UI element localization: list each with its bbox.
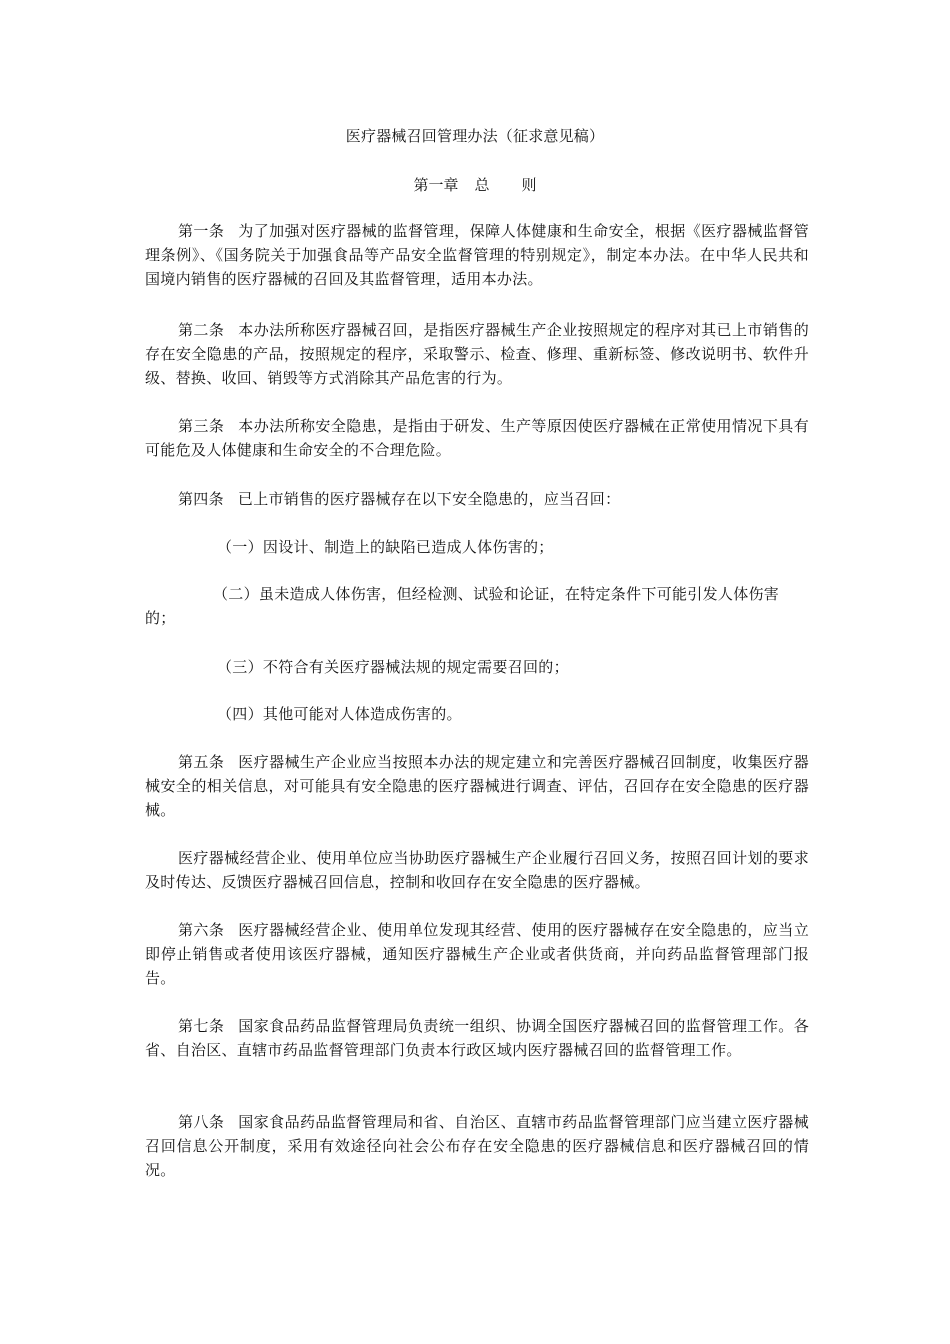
list-item: （四）其他可能对人体造成伤害的。 (217, 705, 462, 723)
chapter-heading (0, 173, 950, 197)
article-text: 为了加强对医疗器械的监督管理，保障人体健康和生命安全，根据《医疗器械监督管理条例》、《国务院关于加强食品等产品安全监督管理的特别规定》，制定本办法。在中华人民共和国境内销售的医疗器械的召回及其监督管理，适用本办法。 (145, 222, 810, 288)
article-text: 国家食品药品监督管理局负责统一组织、协调全国医疗器械召回的监督管理工作。各省、自治区、直辖市药品监督管理部门负责本行政区域内医疗器械召回的监督管理工作。 (145, 1017, 810, 1059)
article-paragraph (145, 750, 809, 822)
list-item: （三）不符合有关医疗器械法规的规定需要召回的； (217, 658, 569, 676)
article-number: 第六条 (178, 921, 225, 939)
article-text: 医疗器械经营企业、使用单位发现其经营、使用的医疗器械存在安全隐患的，应当立即停止销售或者使用该医疗器械，通知医疗器械生产企业或者供货商，并向药品监督管理部门报告。 (145, 921, 810, 987)
article-paragraph (145, 487, 809, 511)
article-number: 第四条 (178, 490, 224, 508)
article-number: 第五条 (178, 753, 225, 771)
article-number: 第三条 (178, 417, 225, 435)
article-paragraph (145, 1014, 809, 1062)
article-paragraph (145, 918, 809, 990)
list-item: （二）虽未造成人体伤害，但经检测、试验和论证，在特定条件下可能引发人体伤害的； (145, 585, 780, 627)
article-number: 第一条 (178, 222, 225, 240)
article-paragraph (145, 219, 809, 291)
article-number: 第八条 (178, 1113, 225, 1131)
article-number: 第七条 (178, 1017, 225, 1035)
article-text: 医疗器械经营企业、使用单位应当协助医疗器械生产企业履行召回义务，按照召回计划的要求及时传达、反馈医疗器械召回信息，控制和收回存在安全隐患的医疗器械。 (145, 849, 809, 891)
article-text: 国家食品药品监督管理局和省、自治区、直辖市药品监督管理部门应当建立医疗器械召回信息公开制度，采用有效途径向社会公布存在安全隐患的医疗器械信息和医疗器械召回的情况。 (145, 1113, 810, 1179)
article-paragraph (145, 414, 809, 462)
article-number: 第二条 (178, 321, 225, 339)
article-text: 本办法所称安全隐患，是指由于研发、生产等原因使医疗器械在正常使用情况下具有可能危及人体健康和生命安全的不合理危险。 (145, 417, 810, 459)
article-text: 本办法所称医疗器械召回，是指医疗器械生产企业按照规定的程序对其已上市销售的存在安全隐患的产品，按照规定的程序，采取警示、检查、修理、重新标签、修改说明书、软件升级、替换、收回、销毁等方式消除其产品危害的行为。 (145, 321, 810, 387)
chapter-name-part1: 总 (474, 176, 490, 194)
article-paragraph (145, 318, 809, 390)
list-item: （一）因设计、制造上的缺陷已造成人体伤害的； (217, 538, 554, 556)
document-title: 医疗器械召回管理办法（征求意见稿） (345, 127, 605, 145)
article-text: 医疗器械生产企业应当按照本办法的规定建立和完善医疗器械召回制度，收集医疗器械安全的相关信息，对可能具有安全隐患的医疗器械进行调查、评估，召回存在安全隐患的医疗器械。 (145, 753, 810, 819)
chapter-name-part2: 则 (521, 176, 537, 194)
article-paragraph (145, 846, 809, 894)
article-text: 已上市销售的医疗器械存在以下安全隐患的，应当召回： (237, 490, 621, 508)
chapter-number: 第一章 (413, 176, 459, 194)
article-paragraph (145, 1110, 809, 1182)
